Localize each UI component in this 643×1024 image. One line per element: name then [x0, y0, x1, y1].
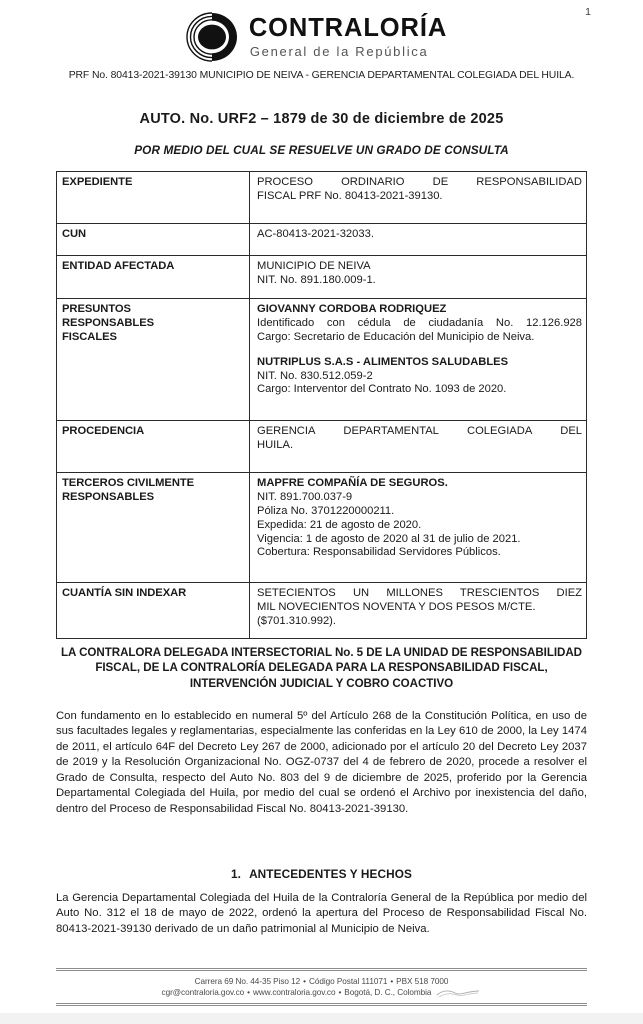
paragraph-antecedentes: La Gerencia Departamental Colegiada del Huila de la Contraloría General de la República por medio del Auto No. 312 el 18 de mayo de 2022, ordenó la apertura del Proceso de Responsabilidad Fiscal No. 80413-2021-39130 derivado de un daño patrimonial al Municipio de Neiva.	[56, 892, 587, 935]
footer-separator: •	[338, 988, 342, 998]
value-line: SETECIENTOS UN MILLONES TRESCIENTOS DIEZ	[257, 587, 582, 599]
row-value-presuntos-responsables	[250, 299, 587, 421]
value-line: MIL NOVECIENTOS NOVENTA Y DOS PESOS M/CTE.	[257, 600, 536, 613]
row-label-presuntos-responsables	[57, 299, 250, 421]
value-line: Cobertura: Responsabilidad Servidores Públicos.	[257, 546, 501, 559]
value-line: Póliza No. 3701220000211.	[257, 504, 395, 517]
value-line: HUILA.	[257, 438, 294, 451]
label-line: FISCALES	[62, 330, 117, 343]
delegada-heading: LA CONTRALORA DELEGADA INTERSECTORIAL No. 5 DE LA UNIDAD DE RESPONSABILIDAD FISCAL, DE LA CONTRALORÍA DELEGADA PARA LA RESPONSABILIDAD FISCAL, INTERVENCIÓN JUDICIAL Y COBRO COACTIVO	[61, 646, 582, 690]
value-line: MAPFRE COMPAÑÍA DE SEGUROS.	[257, 477, 448, 489]
document-header	[0, 11, 643, 63]
value-line: GIOVANNY CORDOBA RODRIQUEZ	[257, 303, 447, 315]
value-line: Cargo: Interventor del Contrato No. 1093 de 2020.	[257, 383, 507, 396]
footer-address: Carrera 69 No. 44-35 Piso 12	[194, 976, 301, 986]
page-number: 1	[585, 6, 591, 18]
value-line: Identificado con cédula de ciudadanía No. 12.126.928	[257, 316, 582, 329]
footer-email[interactable]: cgr@contraloria.gov.co	[161, 988, 245, 998]
footer-phone: PBX 518 7000	[396, 976, 449, 986]
document-footer	[56, 968, 587, 1006]
wordmark-sub: General de la República	[249, 43, 429, 59]
row-label-terceros-civilmente-responsables	[57, 473, 250, 583]
table-row	[57, 172, 587, 224]
value-line: NIT. No. 891.180.009-1.	[257, 273, 376, 286]
footer-line-1	[56, 976, 587, 988]
value-line: NUTRIPLUS S.A.S - ALIMENTOS SALUDABLES	[257, 355, 509, 368]
row-label-cuantia-sin-indexar: CUANTÍA SIN INDEXAR	[57, 583, 250, 639]
row-label-expediente: EXPEDIENTE	[57, 172, 250, 224]
section-heading-antecedentes	[56, 867, 587, 881]
table-row	[57, 256, 587, 299]
value-line: GERENCIA DEPARTAMENTAL COLEGIADA DEL	[257, 425, 582, 437]
table-row	[57, 299, 587, 421]
row-value-entidad-afectada	[250, 256, 587, 299]
value-line: NIT. 891.700.037-9	[257, 490, 353, 503]
footer-city: Bogotá, D. C., Colombia	[344, 988, 432, 998]
section-title: ANTECEDENTES Y HECHOS	[249, 867, 412, 881]
contraloria-circular-logo-icon	[184, 11, 240, 63]
table-row	[57, 473, 587, 583]
row-label-entidad-afectada: ENTIDAD AFECTADA	[57, 256, 250, 299]
value-line: ($701.310.992).	[257, 614, 336, 627]
footer-divider-bottom	[56, 1003, 587, 1006]
table-row	[57, 421, 587, 473]
value-line: AC-80413-2021-32033.	[257, 228, 374, 240]
paragraph-fundamento: Con fundamento en lo establecido en numeral 5º del Artículo 268 de la Constitución Política, en uso de sus facultades legales y reglamentarias, especialmente las conferidas en la Ley 610 de 2000, la Ley 1474 de 2011, el artículo 64F del Decreto Ley 267 de 2000, adicionado por el artículo 20 del Decreto Ley 2037 de 2019 y la Resolución Organizacional No. OGZ-0737 del 4 de febrero de 2020, procede a resolver el Grado de Consulta, respecto del Auto No. 803 del 9 de diciembre de 2025, proferido por la Gerencia Departamental Colegiada del Huila, por medio del cual se ordenó el Archivo por inexistencia del daño, dentro del Proceso de Responsabilidad Fiscal No. 80413-2021-39130.	[56, 710, 587, 815]
label-line: RESPONSABLES	[62, 316, 155, 329]
footer-divider-top	[56, 968, 587, 971]
signature-mark-icon	[435, 988, 481, 998]
value-spacer	[257, 345, 582, 356]
value-line: PROCESO ORDINARIO DE RESPONSABILIDAD	[257, 176, 582, 188]
row-value-cun	[250, 224, 587, 256]
row-label-procedencia: PROCEDENCIA	[57, 421, 250, 473]
page-bottom-band	[0, 1013, 643, 1024]
value-line: Expedida: 21 de agosto de 2020.	[257, 518, 422, 531]
table-row	[57, 224, 587, 256]
section-number: 1.	[231, 867, 242, 881]
footer-separator: •	[247, 988, 250, 998]
label-line: RESPONSABLES	[62, 490, 155, 503]
row-value-expediente	[250, 172, 587, 224]
footer-line-2	[56, 987, 587, 999]
table-row	[57, 583, 587, 639]
footer-separator: •	[390, 976, 394, 986]
footer-website[interactable]: www.contraloria.gov.co	[252, 988, 336, 998]
label-line: PRESUNTOS	[62, 303, 131, 315]
prf-reference-line: PRF No. 80413-2021-39130 MUNICIPIO DE NEIVA - GERENCIA DEPARTAMENTAL COLEGIADA DEL HUILA.	[68, 70, 575, 81]
wordmark-main: CONTRALORÍA	[248, 14, 448, 43]
document-title: AUTO. No. URF2 – 1879 de 30 de diciembre de 2025	[139, 111, 504, 127]
row-label-cun: CUN	[57, 224, 250, 256]
value-line: FISCAL PRF No. 80413-2021-39130.	[257, 189, 443, 202]
value-line: Vigencia: 1 de agosto de 2020 al 31 de julio de 2021.	[257, 532, 521, 545]
label-line: TERCEROS CIVILMENTE	[62, 477, 195, 489]
contraloria-wordmark	[249, 16, 447, 58]
document-subtitle: POR MEDIO DEL CUAL SE RESUELVE UN GRADO DE CONSULTA	[134, 143, 509, 157]
footer-separator: •	[303, 976, 306, 986]
value-line: Cargo: Secretario de Educación del Municipio de Neiva.	[257, 330, 535, 343]
row-value-procedencia	[250, 421, 587, 473]
contraloria-logo	[184, 11, 447, 63]
row-value-terceros-civilmente-responsables	[250, 473, 587, 583]
footer-postal-code: Código Postal 111071	[308, 976, 388, 986]
value-line: NIT. No. 830.512.059-2	[257, 369, 373, 382]
case-info-table	[56, 171, 587, 639]
row-value-cuantia-sin-indexar	[250, 583, 587, 639]
value-line: MUNICIPIO DE NEIVA	[257, 260, 371, 272]
